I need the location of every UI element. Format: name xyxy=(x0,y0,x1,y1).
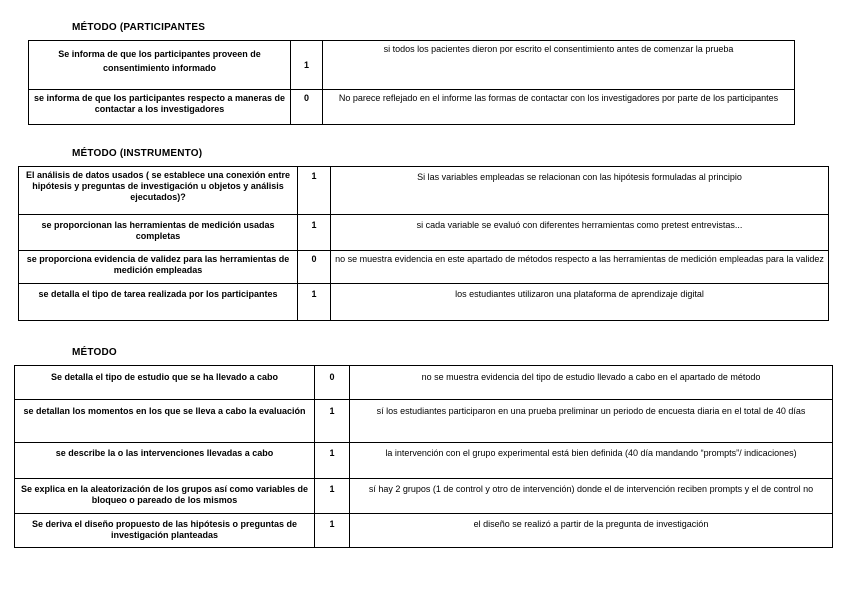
table-metodo xyxy=(14,365,833,548)
score-cell: 1 xyxy=(291,41,323,90)
comment-cell: no se muestra evidencia en este apartado de métodos respecto a las herramientas de medición empleadas para la validez xyxy=(331,251,829,284)
criterion-cell: Se informa de que los participantes proveen de consentimiento informado xyxy=(29,41,291,90)
comment-cell: sí los estudiantes participaron en una prueba preliminar un periodo de encuesta diaria en el total de 40 días xyxy=(350,400,833,443)
table-instrumento xyxy=(18,166,829,321)
criterion-cell: se proporcionan las herramientas de medición usadas completas xyxy=(19,215,298,251)
score-cell: 1 xyxy=(315,400,350,443)
comment-cell: si todos los pacientes dieron por escrito el consentimiento antes de comenzar la prueba xyxy=(323,41,795,90)
criterion-cell: se informa de que los participantes respecto a maneras de contactar a los investigadores xyxy=(29,90,291,125)
section-title-instrumento: MÉTODO (INSTRUMENTO) xyxy=(72,148,203,159)
table-row xyxy=(15,443,833,479)
criterion-cell: Se detalla el tipo de estudio que se ha llevado a cabo xyxy=(15,366,315,400)
comment-cell: No parece reflejado en el informe las formas de contactar con los investigadores por parte de los participantes xyxy=(323,90,795,125)
criterion-cell: El análisis de datos usados ( se establece una conexión entre hipótesis y preguntas de investigación u objetos y análisis ejecutados)? xyxy=(19,167,298,215)
comment-cell: Si las variables empleadas se relacionan con las hipótesis formuladas al principio xyxy=(331,167,829,215)
table-row xyxy=(19,167,829,215)
table-row xyxy=(15,479,833,514)
comment-cell: no se muestra evidencia del tipo de estudio llevado a cabo en el apartado de método xyxy=(350,366,833,400)
criterion-cell: Se deriva el diseño propuesto de las hipótesis o preguntas de investigación planteadas xyxy=(15,514,315,548)
score-cell: 1 xyxy=(315,443,350,479)
table-row xyxy=(15,514,833,548)
score-cell: 1 xyxy=(315,514,350,548)
section-title-participantes: MÉTODO (PARTICIPANTES xyxy=(72,22,206,33)
score-cell: 0 xyxy=(291,90,323,125)
comment-cell: el diseño se realizó a partir de la pregunta de investigación xyxy=(350,514,833,548)
table-participantes xyxy=(28,40,795,125)
criterion-cell: Se explica en la aleatorización de los grupos así como variables de bloqueo o pareado de los mismos xyxy=(15,479,315,514)
score-cell: 1 xyxy=(298,215,331,251)
criterion-cell: se describe la o las intervenciones llevadas a cabo xyxy=(15,443,315,479)
table-row xyxy=(15,366,833,400)
section-title-metodo: MÉTODO xyxy=(72,347,117,358)
criterion-cell: se detallan los momentos en los que se lleva a cabo la evaluación xyxy=(15,400,315,443)
comment-cell: sí hay 2 grupos (1 de control y otro de intervención) donde el de intervención reciben prompts y el de control no xyxy=(350,479,833,514)
table-row xyxy=(15,400,833,443)
score-cell: 0 xyxy=(298,251,331,284)
comment-cell: si cada variable se evaluó con diferentes herramientas como pretest entrevistas... xyxy=(331,215,829,251)
table-row xyxy=(19,215,829,251)
table-row xyxy=(29,41,795,90)
table-row xyxy=(19,251,829,284)
criterion-cell: se detalla el tipo de tarea realizada por los participantes xyxy=(19,284,298,321)
score-cell: 1 xyxy=(315,479,350,514)
score-cell: 1 xyxy=(298,284,331,321)
comment-cell: la intervención con el grupo experimental está bien definida (40 día mandando “prompts”/ indicaciones) xyxy=(350,443,833,479)
score-cell: 1 xyxy=(298,167,331,215)
table-row xyxy=(19,284,829,321)
criterion-cell: se proporciona evidencia de validez para las herramientas de medición empleadas xyxy=(19,251,298,284)
comment-cell: los estudiantes utilizaron una plataforma de aprendizaje digital xyxy=(331,284,829,321)
table-row xyxy=(29,90,795,125)
score-cell: 0 xyxy=(315,366,350,400)
